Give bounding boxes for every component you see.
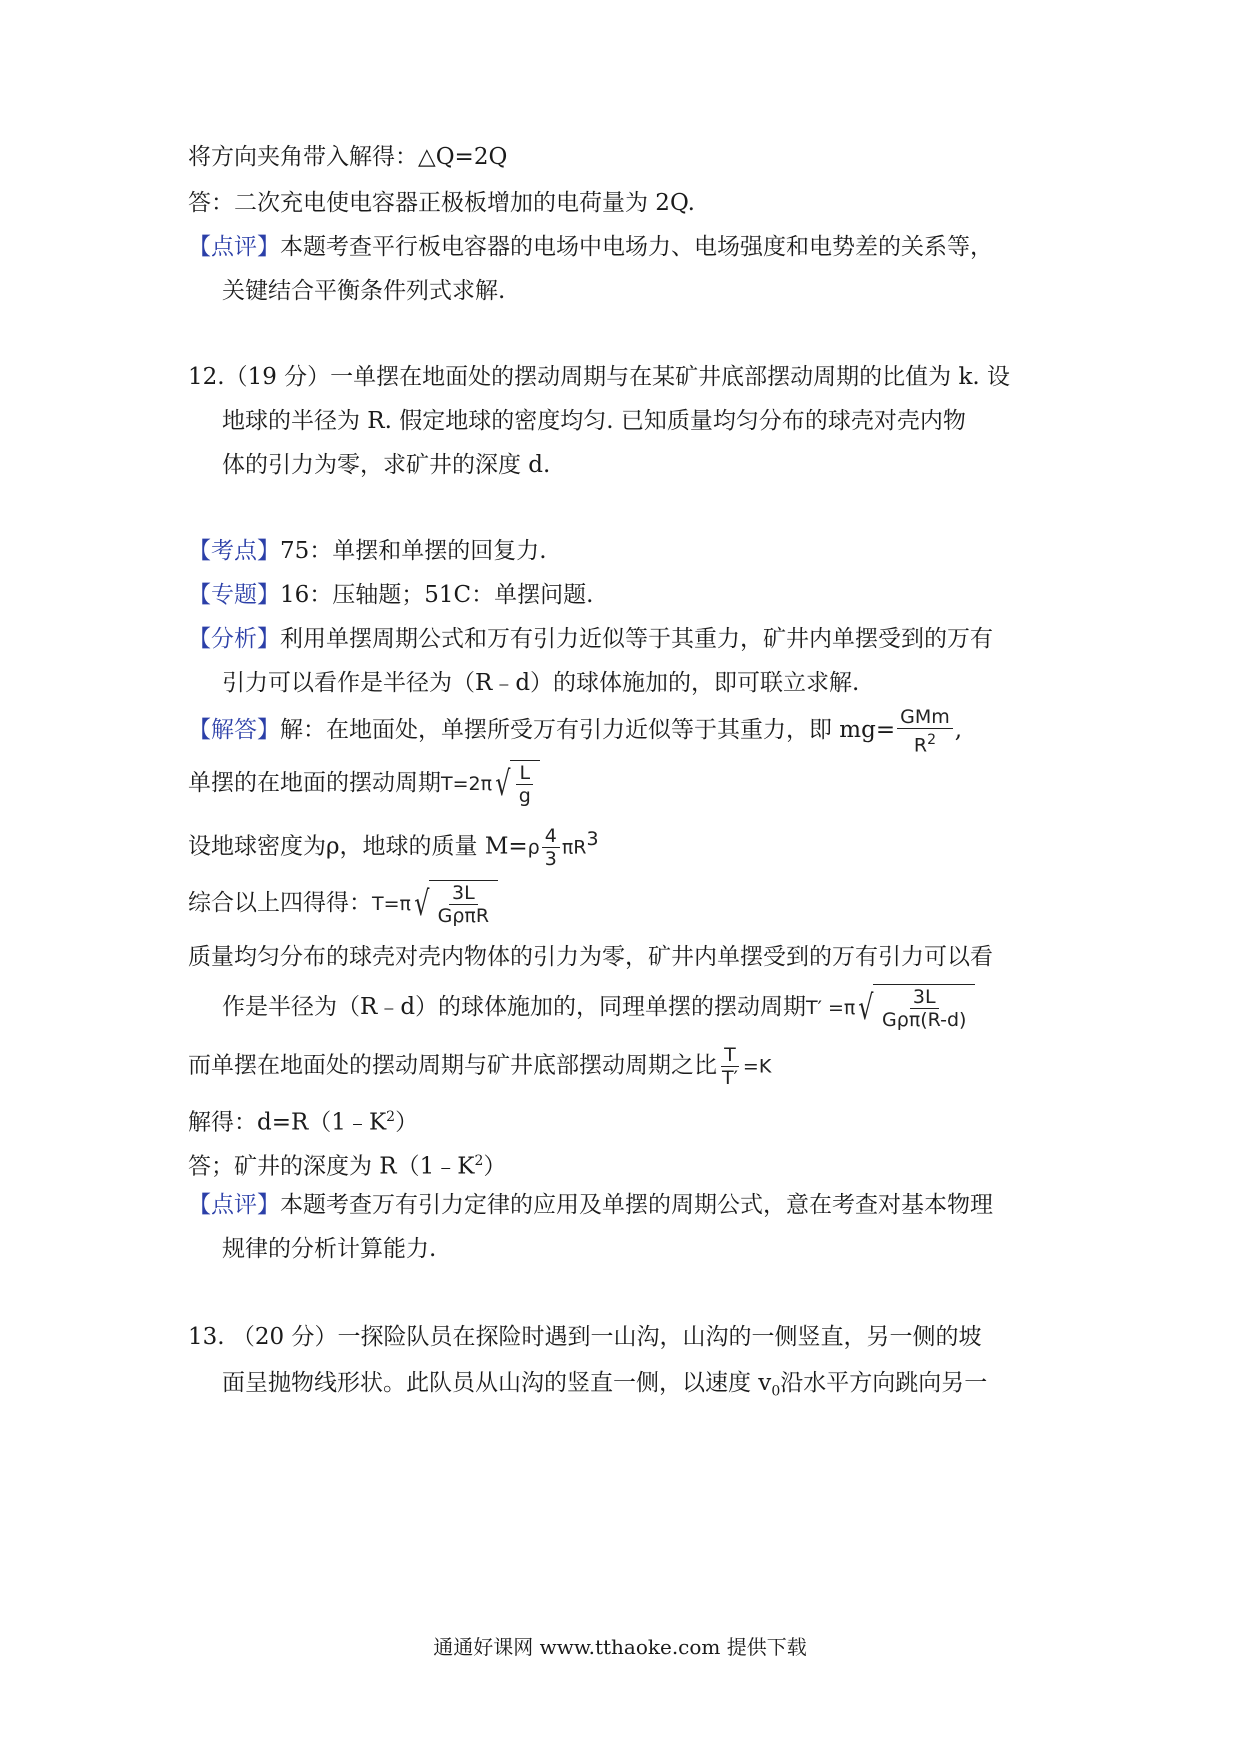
question-12: 12.（19 分）一单摆在地面处的摆动周期与在某矿井底部摆动周期的比值为 k. 设 — [188, 364, 1011, 390]
comment-line: 规律的分析计算能力. — [222, 1236, 437, 1262]
formula-t-ratio: $\frac{T}{T'}$ — [722, 1044, 738, 1089]
question-12: 体的引力为零，求矿井的深度 d. — [222, 452, 551, 478]
formula-sqrt-l-over-g: √ $\frac{L}{g}$ — [492, 760, 540, 808]
solution-tag: 【解答】 — [188, 717, 280, 744]
comment-line: 【点评】本题考查平行板电容器的电场中电场力、电场强度和电势差的关系等， — [188, 234, 993, 260]
formula-line: 作是半径为（R﹣d）的球体施加的，同理单摆的摆动周期T′ =π √ $\frac{3L}{\text{Gρπ(R-d)}}$ — [222, 984, 975, 1032]
result-line: 解得：$d=R(1﹣K^2)$ — [188, 1109, 419, 1136]
solution-line: 将方向夹角带入解得：△Q=2Q — [188, 144, 508, 170]
page-footer: 通通好课网 www.tthaoke.com 提供下载 — [433, 1635, 807, 1659]
analysis-tag: 【分析】 — [188, 626, 280, 652]
knowledge-point-line: 【考点】75：单摆和单摆的回复力. — [188, 538, 547, 564]
question-12: 地球的半径为 R. 假定地球的密度均匀. 已知质量均匀分布的球壳对壳内物 — [222, 408, 966, 434]
solution-line: 质量均匀分布的球壳对壳内物体的引力为零，矿井内单摆受到的万有引力可以看 — [188, 944, 993, 970]
comment-tag: 【点评】 — [188, 234, 280, 260]
topic-line: 【专题】16：压轴题；51C：单摆问题. — [188, 582, 594, 608]
knowledge-point-tag: 【考点】 — [188, 538, 280, 564]
formula-gmm-over-r2: $\frac{\text{GMm}}{R^2}$ — [897, 706, 953, 756]
formula-line: 设地球密度为ρ，地球的质量 M=ρ $\frac{4}{3}$ $\pi R^3$ — [188, 825, 599, 871]
answer-line: 答；矿井的深度为 $R(1﹣K^2)$ — [188, 1153, 507, 1180]
question-13: 13. （20 分）一探险队员在探险时遇到一山沟，山沟的一侧竖直，另一侧的坡 — [188, 1324, 982, 1350]
question-13: 面呈抛物线形状。此队员从山沟的竖直一侧，以速度 $v_0$沿水平方向跳向另一 — [222, 1370, 988, 1400]
formula-line: 而单摆在地面处的摆动周期与矿井底部摆动周期之比 $\frac{T}{T'}$ =K — [188, 1044, 772, 1089]
analysis-line: 【分析】利用单摆周期公式和万有引力近似等于其重力，矿井内单摆受到的万有 — [188, 626, 993, 652]
solution-line: 【解答】解：在地面处，单摆所受万有引力近似等于其重力，即 mg= $\frac{\text{GMm}}{R^2}$ , — [188, 706, 963, 757]
comment-line: 【点评】本题考查万有引力定律的应用及单摆的周期公式，意在考查对基本物理 — [188, 1192, 993, 1218]
comment-line: 关键结合平衡条件列式求解. — [222, 278, 506, 304]
answer-line: 答：二次充电使电容器正极板增加的电荷量为 2Q. — [188, 190, 695, 216]
formula-sqrt-3l: √ $\frac{3L}{\text{GρπR}}$ — [411, 880, 498, 928]
formula-line: 综合以上四得得：T=π √ $\frac{3L}{\text{GρπR}}$ — [188, 880, 498, 928]
topic-tag: 【专题】 — [188, 582, 280, 608]
comment-tag: 【点评】 — [188, 1192, 280, 1218]
formula-line: 单摆的在地面的摆动周期T=2π √ $\frac{L}{g}$ — [188, 760, 540, 808]
analysis-line: 引力可以看作是半径为（R﹣d）的球体施加的，即可联立求解. — [222, 670, 860, 696]
formula-sqrt-3l-r-minus-d: √ $\frac{3L}{\text{Gρπ(R-d)}}$ — [855, 984, 975, 1032]
formula-four-thirds: $\frac{4}{3}$ — [542, 825, 560, 870]
